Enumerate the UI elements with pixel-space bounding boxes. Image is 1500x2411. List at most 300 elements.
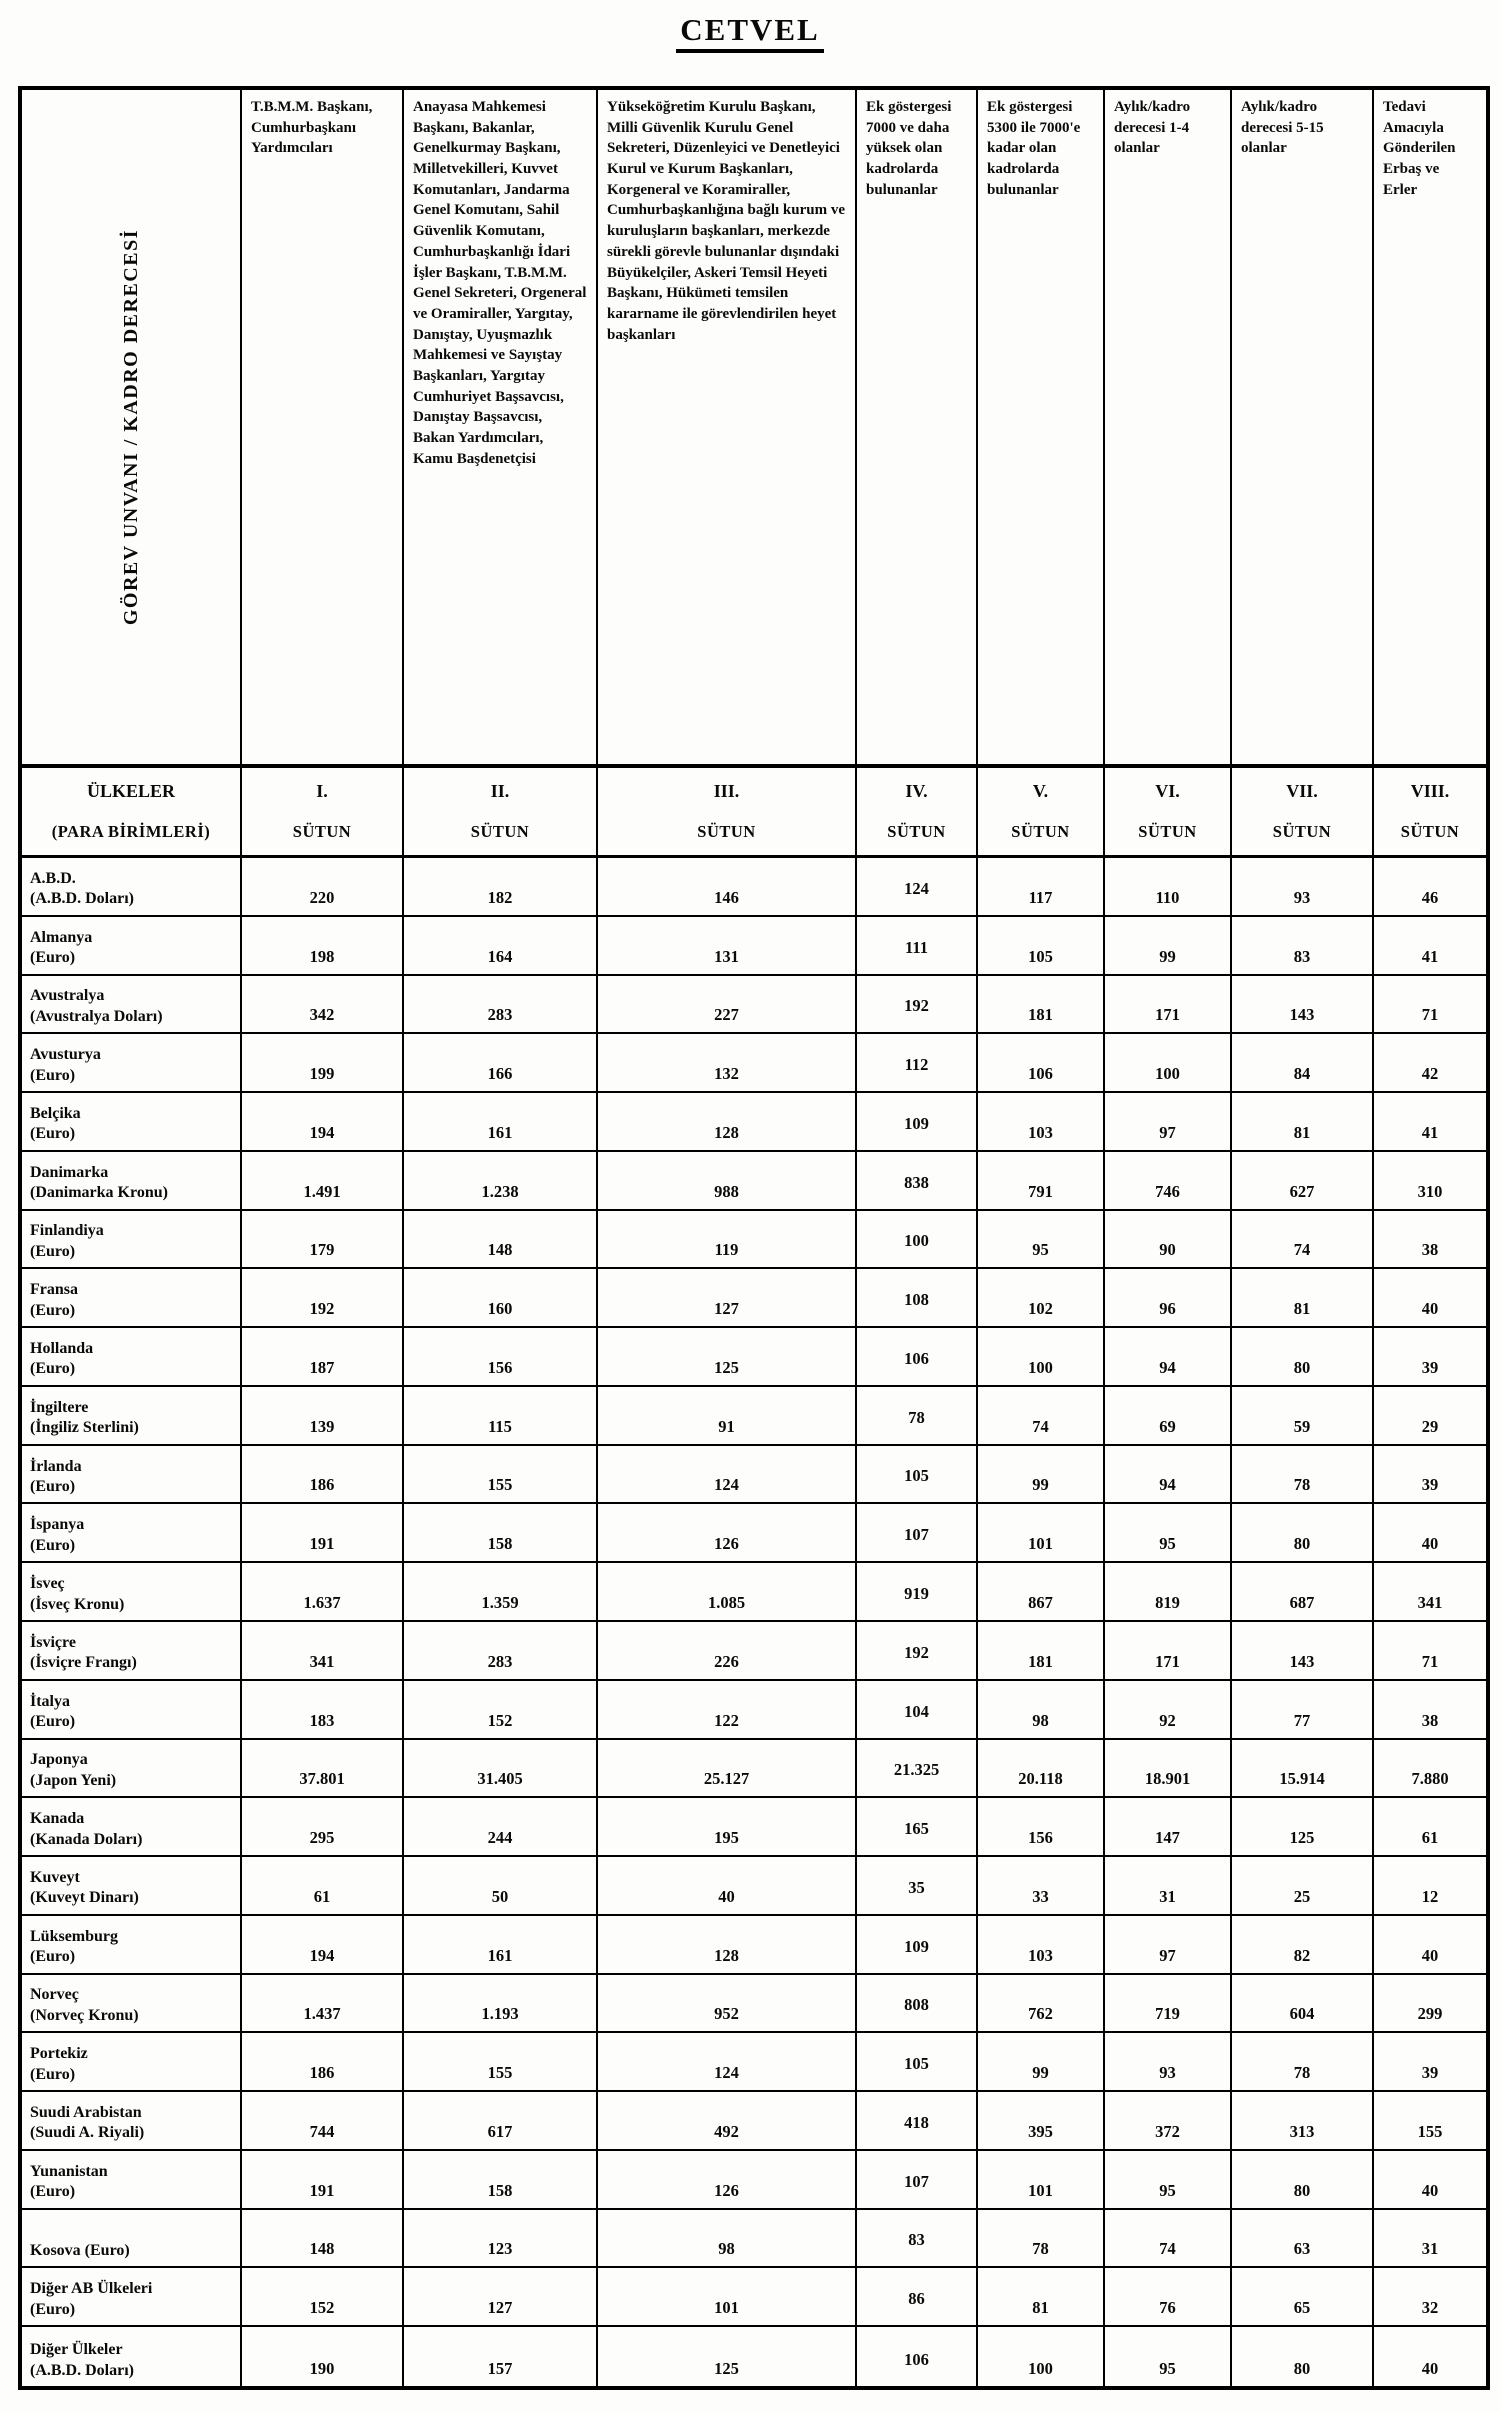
value-cell: 93 (1105, 2033, 1232, 2092)
value-cell: 126 (598, 1504, 857, 1563)
country-cell (22, 2092, 242, 2151)
currency-name: (Kanada Doları) (30, 1830, 143, 1848)
position-column-header-2: Anayasa Mahkemesi Başkanı, Bakanlar, Genelkurmay Başkanı, Milletvekilleri, Kuvvet Komutanları, Jandarma Genel Komutanı, Sahil Güvenlik Komutanı, Cumhurbaşkanlığı İdari İşler Başkanı, T.B.M.M. Genel Sekreteri, Orgeneral ve Oramiraller, Yargıtay, Danıştay, Uyuşmazlık Mahkemesi ve Sayıştay Başkanları, Yargıtay Cumhuriyet Başsavcısı, Danıştay Başsavcısı, Bakan Yardımcıları, Kamu Başdenetçisi (404, 90, 598, 768)
value-cell: 1.637 (242, 1563, 404, 1622)
value-cell: 283 (404, 1622, 598, 1681)
column-number-header-1 (242, 768, 404, 858)
country-cell (22, 2268, 242, 2327)
value-cell: 808 (857, 1975, 978, 2034)
sutun-label: SÜTUN (1138, 822, 1197, 841)
country-cell (22, 1152, 242, 1211)
currency-name: (Euro) (30, 1066, 76, 1084)
value-cell: 191 (242, 1504, 404, 1563)
country-cell (22, 1916, 242, 1975)
value-cell: 41 (1374, 917, 1486, 976)
value-cell: 1.085 (598, 1563, 857, 1622)
value-cell: 50 (404, 1857, 598, 1916)
position-column-header-6: Aylık/kadro derecesi 1-4 olanlar (1105, 90, 1232, 768)
value-cell: 182 (404, 858, 598, 917)
value-cell: 37.801 (242, 1740, 404, 1799)
value-cell: 78 (1232, 2033, 1374, 2092)
country-name: Yunanistan (30, 2162, 108, 2180)
currency-name: (Euro) (30, 2065, 76, 2083)
currency-name: (Avustralya Doları) (30, 1007, 163, 1025)
country-name: Avusturya (30, 1046, 101, 1064)
country-name: Danimarka (30, 1163, 109, 1181)
value-cell: 12 (1374, 1857, 1486, 1916)
value-cell: 124 (857, 858, 978, 917)
value-cell: 104 (857, 1681, 978, 1740)
value-cell: 106 (978, 1034, 1105, 1093)
value-cell: 7.880 (1374, 1740, 1486, 1799)
country-name: A.B.D. (30, 869, 76, 887)
value-cell: 744 (242, 2092, 404, 2151)
country-name: Diğer AB Ülkeleri (30, 2280, 153, 2298)
value-cell: 39 (1374, 1328, 1486, 1387)
value-cell: 83 (1232, 917, 1374, 976)
value-cell: 719 (1105, 1975, 1232, 2034)
value-cell: 80 (1232, 1504, 1374, 1563)
country-cell (22, 976, 242, 1035)
countries-header-line1: ÜLKELER (86, 781, 176, 801)
value-cell: 1.238 (404, 1152, 598, 1211)
sutun-label: SÜTUN (1272, 822, 1332, 841)
value-cell: 40 (1374, 1269, 1486, 1328)
value-cell: 181 (978, 1622, 1105, 1681)
country-cell (22, 2033, 242, 2092)
value-cell: 109 (857, 1093, 978, 1152)
value-cell: 40 (1374, 1504, 1486, 1563)
currency-name: (A.B.D. Doları) (30, 890, 134, 908)
value-cell: 95 (978, 1211, 1105, 1270)
value-cell: 179 (242, 1211, 404, 1270)
value-cell: 115 (404, 1387, 598, 1446)
sutun-label: SÜTUN (292, 822, 352, 841)
value-cell: 161 (404, 1916, 598, 1975)
country-cell (22, 2151, 242, 2210)
roman-numeral: III. (713, 781, 740, 801)
value-cell: 746 (1105, 1152, 1232, 1211)
value-cell: 78 (1232, 1446, 1374, 1505)
value-cell: 283 (404, 976, 598, 1035)
country-cell (22, 1740, 242, 1799)
value-cell: 81 (1232, 1093, 1374, 1152)
value-cell: 199 (242, 1034, 404, 1093)
value-cell: 157 (404, 2327, 598, 2386)
value-cell: 126 (598, 2151, 857, 2210)
value-cell: 38 (1374, 1681, 1486, 1740)
value-cell: 15.914 (1232, 1740, 1374, 1799)
country-name: Japonya (30, 1751, 88, 1769)
value-cell: 40 (1374, 1916, 1486, 1975)
country-name: Norveç (30, 1986, 79, 2004)
country-name: Kosova (Euro) (30, 2241, 130, 2259)
value-cell: 94 (1105, 1328, 1232, 1387)
value-cell: 31 (1374, 2210, 1486, 2269)
country-name: Avustralya (30, 987, 105, 1005)
value-cell: 20.118 (978, 1740, 1105, 1799)
value-cell: 107 (857, 1504, 978, 1563)
country-name: İngiltere (30, 1398, 89, 1416)
country-cell (22, 1387, 242, 1446)
value-cell: 100 (1105, 1034, 1232, 1093)
column-number-header-7 (1232, 768, 1374, 858)
value-cell: 99 (1105, 917, 1232, 976)
value-cell: 125 (598, 1328, 857, 1387)
currency-name: (Euro) (30, 1477, 76, 1495)
value-cell: 171 (1105, 976, 1232, 1035)
value-cell: 71 (1374, 1622, 1486, 1681)
value-cell: 33 (978, 1857, 1105, 1916)
roman-numeral: VII. (1286, 781, 1318, 801)
value-cell: 93 (1232, 858, 1374, 917)
value-cell: 148 (404, 1211, 598, 1270)
value-cell: 181 (978, 976, 1105, 1035)
value-cell: 492 (598, 2092, 857, 2151)
roman-numeral: I. (316, 781, 328, 801)
value-cell: 1.359 (404, 1563, 598, 1622)
value-cell: 31.405 (404, 1740, 598, 1799)
value-cell: 192 (857, 976, 978, 1035)
value-cell: 187 (242, 1328, 404, 1387)
value-cell: 100 (978, 2327, 1105, 2386)
value-cell: 198 (242, 917, 404, 976)
value-cell: 155 (1374, 2092, 1486, 2151)
value-cell: 131 (598, 917, 857, 976)
value-cell: 111 (857, 917, 978, 976)
schedule-table (18, 86, 1490, 2390)
value-cell: 80 (1232, 1328, 1374, 1387)
value-cell: 84 (1232, 1034, 1374, 1093)
value-cell: 372 (1105, 2092, 1232, 2151)
value-cell: 101 (978, 1504, 1105, 1563)
value-cell: 160 (404, 1269, 598, 1328)
value-cell: 194 (242, 1916, 404, 1975)
value-cell: 95 (1105, 2327, 1232, 2386)
value-cell: 100 (978, 1328, 1105, 1387)
currency-name: (Danimarka Kronu) (30, 1184, 168, 1202)
value-cell: 101 (598, 2268, 857, 2327)
value-cell: 25 (1232, 1857, 1374, 1916)
column-number-header-5 (978, 768, 1105, 858)
currency-name: (A.B.D. Doları) (30, 2361, 134, 2379)
country-name: Kanada (30, 1810, 85, 1828)
currency-name: (Suudi A. Riyali) (30, 2124, 145, 2142)
value-cell: 762 (978, 1975, 1105, 2034)
country-name: Belçika (30, 1104, 81, 1122)
value-cell: 80 (1232, 2327, 1374, 2386)
sutun-label: SÜTUN (470, 822, 530, 841)
value-cell: 1.437 (242, 1975, 404, 2034)
position-column-header-5: Ek göstergesi 5300 ile 7000'e kadar olan kadrolarda bulunanlar (978, 90, 1105, 768)
value-cell: 220 (242, 858, 404, 917)
value-cell: 155 (404, 2033, 598, 2092)
currency-name: (İsveç Kronu) (30, 1595, 125, 1613)
country-name: İsviçre (30, 1633, 76, 1651)
value-cell: 148 (242, 2210, 404, 2269)
value-cell: 107 (857, 2151, 978, 2210)
country-cell (22, 1504, 242, 1563)
value-cell: 146 (598, 858, 857, 917)
value-cell: 617 (404, 2092, 598, 2151)
value-cell: 342 (242, 976, 404, 1035)
value-cell: 40 (1374, 2151, 1486, 2210)
value-cell: 123 (404, 2210, 598, 2269)
country-name: İspanya (30, 1516, 85, 1534)
value-cell: 341 (1374, 1563, 1486, 1622)
value-cell: 604 (1232, 1975, 1374, 2034)
position-column-header-7: Aylık/kadro derecesi 5-15 olanlar (1232, 90, 1374, 768)
value-cell: 195 (598, 1798, 857, 1857)
value-cell: 98 (978, 1681, 1105, 1740)
value-cell: 61 (1374, 1798, 1486, 1857)
page-title-text: CETVEL (676, 12, 823, 53)
value-cell: 74 (1232, 1211, 1374, 1270)
currency-name: (Euro) (30, 949, 76, 967)
value-cell: 92 (1105, 1681, 1232, 1740)
column-number-header-3 (598, 768, 857, 858)
country-cell (22, 1328, 242, 1387)
value-cell: 39 (1374, 2033, 1486, 2092)
value-cell: 38 (1374, 1211, 1486, 1270)
value-cell: 227 (598, 976, 857, 1035)
value-cell: 61 (242, 1857, 404, 1916)
value-cell: 98 (598, 2210, 857, 2269)
value-cell: 171 (1105, 1622, 1232, 1681)
value-cell: 226 (598, 1622, 857, 1681)
value-cell: 124 (598, 2033, 857, 2092)
value-cell: 299 (1374, 1975, 1486, 2034)
country-name: Diğer Ülkeler (30, 2341, 123, 2359)
column-number-header-2 (404, 768, 598, 858)
value-cell: 106 (857, 2327, 978, 2386)
country-name: İtalya (30, 1692, 70, 1710)
value-cell: 91 (598, 1387, 857, 1446)
value-cell: 310 (1374, 1152, 1486, 1211)
value-cell: 86 (857, 2268, 978, 2327)
value-cell: 94 (1105, 1446, 1232, 1505)
countries-header-cell (22, 768, 242, 858)
country-cell (22, 2327, 242, 2386)
value-cell: 819 (1105, 1563, 1232, 1622)
value-cell: 83 (857, 2210, 978, 2269)
currency-name: (Euro) (30, 1242, 76, 1260)
value-cell: 109 (857, 1916, 978, 1975)
value-cell: 186 (242, 2033, 404, 2092)
value-cell: 687 (1232, 1563, 1374, 1622)
value-cell: 81 (1232, 1269, 1374, 1328)
value-cell: 791 (978, 1152, 1105, 1211)
country-name: Suudi Arabistan (30, 2103, 142, 2121)
value-cell: 76 (1105, 2268, 1232, 2327)
value-cell: 74 (978, 1387, 1105, 1446)
value-cell: 838 (857, 1152, 978, 1211)
sutun-label: SÜTUN (1011, 822, 1070, 841)
value-cell: 105 (978, 917, 1105, 976)
country-cell (22, 1563, 242, 1622)
country-name: Kuveyt (30, 1868, 80, 1886)
roman-numeral: VIII. (1410, 781, 1450, 801)
value-cell: 78 (857, 1387, 978, 1446)
corner-header-cell (22, 90, 242, 768)
value-cell: 143 (1232, 976, 1374, 1035)
currency-name: (Kuveyt Dinarı) (30, 1889, 139, 1907)
currency-name: (İsviçre Frangı) (30, 1654, 137, 1672)
country-name: Hollanda (30, 1339, 94, 1357)
value-cell: 95 (1105, 1504, 1232, 1563)
country-cell (22, 858, 242, 917)
value-cell: 1.491 (242, 1152, 404, 1211)
currency-name: (Euro) (30, 1360, 76, 1378)
value-cell: 952 (598, 1975, 857, 2034)
position-column-header-8: Tedavi Amacıyla Gönderilen Erbaş ve Erler (1374, 90, 1486, 768)
value-cell: 90 (1105, 1211, 1232, 1270)
value-cell: 919 (857, 1563, 978, 1622)
value-cell: 105 (857, 2033, 978, 2092)
country-cell (22, 1034, 242, 1093)
value-cell: 65 (1232, 2268, 1374, 2327)
value-cell: 41 (1374, 1093, 1486, 1152)
country-name: Fransa (30, 1281, 78, 1299)
value-cell: 155 (404, 1446, 598, 1505)
currency-name: (Euro) (30, 1713, 76, 1731)
country-name: İrlanda (30, 1457, 82, 1475)
value-cell: 103 (978, 1916, 1105, 1975)
value-cell: 156 (978, 1798, 1105, 1857)
currency-name: (Japon Yeni) (30, 1771, 117, 1789)
country-cell (22, 1857, 242, 1916)
country-cell (22, 1798, 242, 1857)
country-name: Portekiz (30, 2045, 88, 2063)
value-cell: 32 (1374, 2268, 1486, 2327)
currency-name: (Euro) (30, 1536, 76, 1554)
currency-name: (Euro) (30, 1301, 76, 1319)
value-cell: 82 (1232, 1916, 1374, 1975)
roman-numeral: VI. (1155, 781, 1180, 801)
value-cell: 192 (242, 1269, 404, 1328)
value-cell: 101 (978, 2151, 1105, 2210)
value-cell: 152 (242, 2268, 404, 2327)
column-number-header-8 (1374, 768, 1486, 858)
countries-header-line2: (PARA BİRİMLERİ) (51, 822, 211, 841)
value-cell: 128 (598, 1916, 857, 1975)
currency-name: (Euro) (30, 1125, 76, 1143)
country-cell (22, 1975, 242, 2034)
value-cell: 244 (404, 1798, 598, 1857)
value-cell: 627 (1232, 1152, 1374, 1211)
value-cell: 69 (1105, 1387, 1232, 1446)
value-cell: 105 (857, 1446, 978, 1505)
value-cell: 97 (1105, 1916, 1232, 1975)
roman-numeral: IV. (905, 781, 928, 801)
value-cell: 39 (1374, 1446, 1486, 1505)
country-name: İsveç (30, 1575, 65, 1593)
column-number-header-6 (1105, 768, 1232, 858)
country-cell (22, 2210, 242, 2269)
country-cell (22, 1093, 242, 1152)
value-cell: 867 (978, 1563, 1105, 1622)
value-cell: 71 (1374, 976, 1486, 1035)
value-cell: 80 (1232, 2151, 1374, 2210)
position-column-header-1: T.B.M.M. Başkanı, Cumhurbaşkanı Yardımcıları (242, 90, 404, 768)
currency-name: (Euro) (30, 2183, 76, 2201)
value-cell: 124 (598, 1446, 857, 1505)
country-cell (22, 1446, 242, 1505)
value-cell: 99 (978, 1446, 1105, 1505)
value-cell: 988 (598, 1152, 857, 1211)
value-cell: 35 (857, 1857, 978, 1916)
country-name: Almanya (30, 928, 93, 946)
value-cell: 295 (242, 1798, 404, 1857)
column-number-header-4 (857, 768, 978, 858)
value-cell: 192 (857, 1622, 978, 1681)
value-cell: 40 (1421, 2358, 1439, 2378)
value-cell: 29 (1374, 1387, 1486, 1446)
sutun-label: SÜTUN (887, 822, 946, 841)
value-cell: 102 (978, 1269, 1105, 1328)
value-cell: 128 (598, 1093, 857, 1152)
value-cell: 125 (1232, 1798, 1374, 1857)
value-cell: 95 (1105, 2151, 1232, 2210)
value-cell: 97 (1105, 1093, 1232, 1152)
value-cell: 110 (1105, 858, 1232, 917)
value-cell: 21.325 (857, 1740, 978, 1799)
corner-axis-label: GÖREV UNVANI / KADRO DERECESİ (119, 228, 142, 626)
sutun-label: SÜTUN (697, 822, 756, 841)
value-cell: 42 (1374, 1034, 1486, 1093)
value-cell: 99 (978, 2033, 1105, 2092)
country-cell (22, 917, 242, 976)
value-cell: 106 (857, 1328, 978, 1387)
value-cell: 158 (404, 2151, 598, 2210)
value-cell: 156 (404, 1328, 598, 1387)
value-cell: 100 (857, 1211, 978, 1270)
country-cell (22, 1211, 242, 1270)
value-cell: 46 (1374, 858, 1486, 917)
roman-numeral: V. (1032, 781, 1049, 801)
value-cell: 122 (598, 1681, 857, 1740)
currency-name: (Euro) (30, 1948, 76, 1966)
value-cell: 341 (242, 1622, 404, 1681)
value-cell: 166 (404, 1034, 598, 1093)
value-cell: 313 (1232, 2092, 1374, 2151)
value-cell: 158 (404, 1504, 598, 1563)
value-cell: 165 (857, 1798, 978, 1857)
value-cell: 59 (1232, 1387, 1374, 1446)
country-cell (22, 1681, 242, 1740)
value-cell: 1.193 (404, 1975, 598, 2034)
value-cell: 418 (857, 2092, 978, 2151)
value-cell: 96 (1105, 1269, 1232, 1328)
value-cell: 183 (242, 1681, 404, 1740)
value-cell: 194 (242, 1093, 404, 1152)
roman-numeral: II. (490, 781, 510, 801)
value-cell: 125 (598, 2327, 857, 2386)
value-cell: 164 (404, 917, 598, 976)
value-cell: 117 (978, 858, 1105, 917)
value-cell: 139 (242, 1387, 404, 1446)
country-name: Finlandiya (30, 1222, 104, 1240)
page-title (0, 12, 1500, 53)
position-column-header-3: Yükseköğretim Kurulu Başkanı, Milli Güvenlik Kurulu Genel Sekreteri, Düzenleyici ve Denetleyici Kurul ve Kurum Başkanları, Korgeneral ve Koramiraller, Cumhurbaşkanlığına bağlı kurum ve kuruluşların başkanları, merkezde sürekli görevle bulunanlar dışındaki Büyükelçiler, Askeri Temsil Heyeti Başkanı, Hükümeti temsilen kararname ile görevlendirilen heyet başkanları (598, 90, 857, 768)
value-cell: 112 (857, 1034, 978, 1093)
value-cell: 81 (978, 2268, 1105, 2327)
value-cell: 161 (404, 1093, 598, 1152)
value-cell: 74 (1105, 2210, 1232, 2269)
currency-name: (Norveç Kronu) (30, 2006, 139, 2024)
value-cell: 152 (404, 1681, 598, 1740)
position-column-header-4: Ek göstergesi 7000 ve daha yüksek olan kadrolarda bulunanlar (857, 90, 978, 768)
